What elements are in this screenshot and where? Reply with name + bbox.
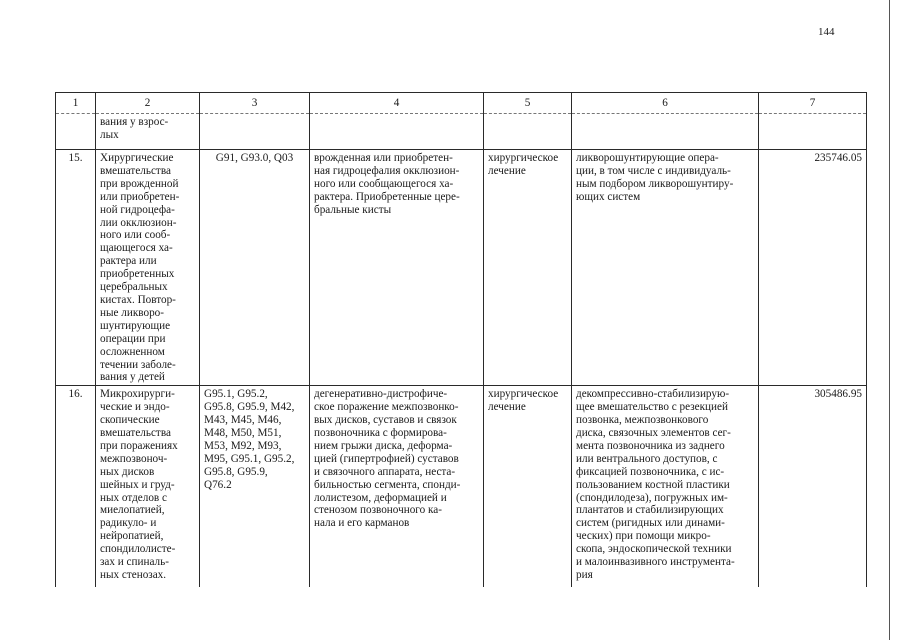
continuation-num-cell (56, 114, 96, 150)
row-number-cell: 15. (56, 150, 96, 386)
treatment-method-text: декомпрессивно-стабилизирую- щее вмешательство с резекцией позвонка, межпозвонкового диска, связочных элементов сег- мента позвоночника из заднего или вентрального доступов, с фиксацией позвоночника, с ис- пользованием костной пластики (спондилодеза), погружных им- плантатов и стабилизирующих систем (ригидных или динами- ческих) при помощи микро- скопа, эндоскопической техники и малоинвазивного инструмента- рия (576, 388, 735, 581)
icd-codes-cell (200, 386, 310, 587)
treatment-method-cell (572, 150, 759, 386)
continuation-cost-cell (759, 114, 867, 150)
intervention-name-text: Микрохирурги- ческие и эндо- скопические вмешательства при поражениях межпозвоноч- ных дисков шейных и груд- ных отделов с миелопатией, радикуло- и нейропатией, спондилолисте- зах и спиналь- ных стенозах. (100, 388, 178, 581)
table-row-16 (56, 386, 867, 587)
treatment-kind-cell (484, 386, 572, 587)
intervention-name-text: Хирургические вмешательства при врожденной или приобретен- ной гидроцефа- лии окклюзион- ного или сооб- щающегося ха- рактера или приобретенных церебральных кистах. Повтор- ные ликворо- шунтирующие операции при осложненном течении заболе- вания у детей (100, 152, 180, 384)
patient-model-cell (310, 386, 484, 587)
icd-codes-text: G91, G93.0, Q03 (215, 152, 294, 164)
patient-model-cell (310, 150, 484, 386)
header-col-7: 7 (759, 93, 867, 114)
header-col-2: 2 (96, 93, 200, 114)
header-col-3: 3 (200, 93, 310, 114)
treatment-kind-text: хирургическое лечение (488, 388, 559, 414)
continuation-row (56, 114, 867, 150)
column-number-header-row (56, 93, 867, 114)
cost-cell: 305486.95 (759, 386, 867, 587)
patient-model-text: врожденная или приобретен- ная гидроцефалия окклюзион- ного или сообщающегося ха- рактера. Приобретенные цере- бральные кисты (314, 152, 460, 216)
continuation-name-cell (96, 114, 200, 150)
patient-model-text: дегенеративно-дистрофиче- ское поражение межпозвонко- вых дисков, суставов и связок позвоночника с формирова- нием грыжи диска, деформа- цией (гипертрофией) суставов и связочного аппарата, неста- бильностью сегмента, спонди- лолистезом, деформацией и стенозом позвоночного ка- нала и его карманов (314, 388, 461, 530)
intervention-name-cell (96, 386, 200, 587)
header-col-1: 1 (56, 93, 96, 114)
intervention-name-cell (96, 150, 200, 386)
row-number-cell: 16. (56, 386, 96, 587)
continuation-method-cell (572, 114, 759, 150)
page-edge-line (889, 0, 890, 640)
continuation-name-text: вания у взрос- лых (100, 116, 169, 141)
treatment-method-cell (572, 386, 759, 587)
icd-codes-cell (200, 150, 310, 386)
header-col-5: 5 (484, 93, 572, 114)
icd-codes-text: G95.1, G95.2, G95.8, G95.9, M42, M43, M45, M46, M48, M50, M51, M53, M92, M93, M95, G95.1, G95.2, G95.8, G95.9, Q76.2 (204, 388, 295, 491)
cost-cell: 235746.05 (759, 150, 867, 386)
treatment-kind-text: хирургическое лечение (488, 152, 559, 177)
continuation-model-cell (310, 114, 484, 150)
header-col-6: 6 (572, 93, 759, 114)
continuation-kind-cell (484, 114, 572, 150)
continuation-codes-cell (200, 114, 310, 150)
treatment-method-text: ликворошунтирующие опера- ции, в том числе с индивидуаль- ным подбором ликворошунтиру- ющих систем (576, 152, 734, 203)
medical-care-table (55, 92, 867, 587)
header-col-4: 4 (310, 93, 484, 114)
page-number: 144 (818, 26, 835, 38)
treatment-kind-cell (484, 150, 572, 386)
table-row-15 (56, 150, 867, 386)
